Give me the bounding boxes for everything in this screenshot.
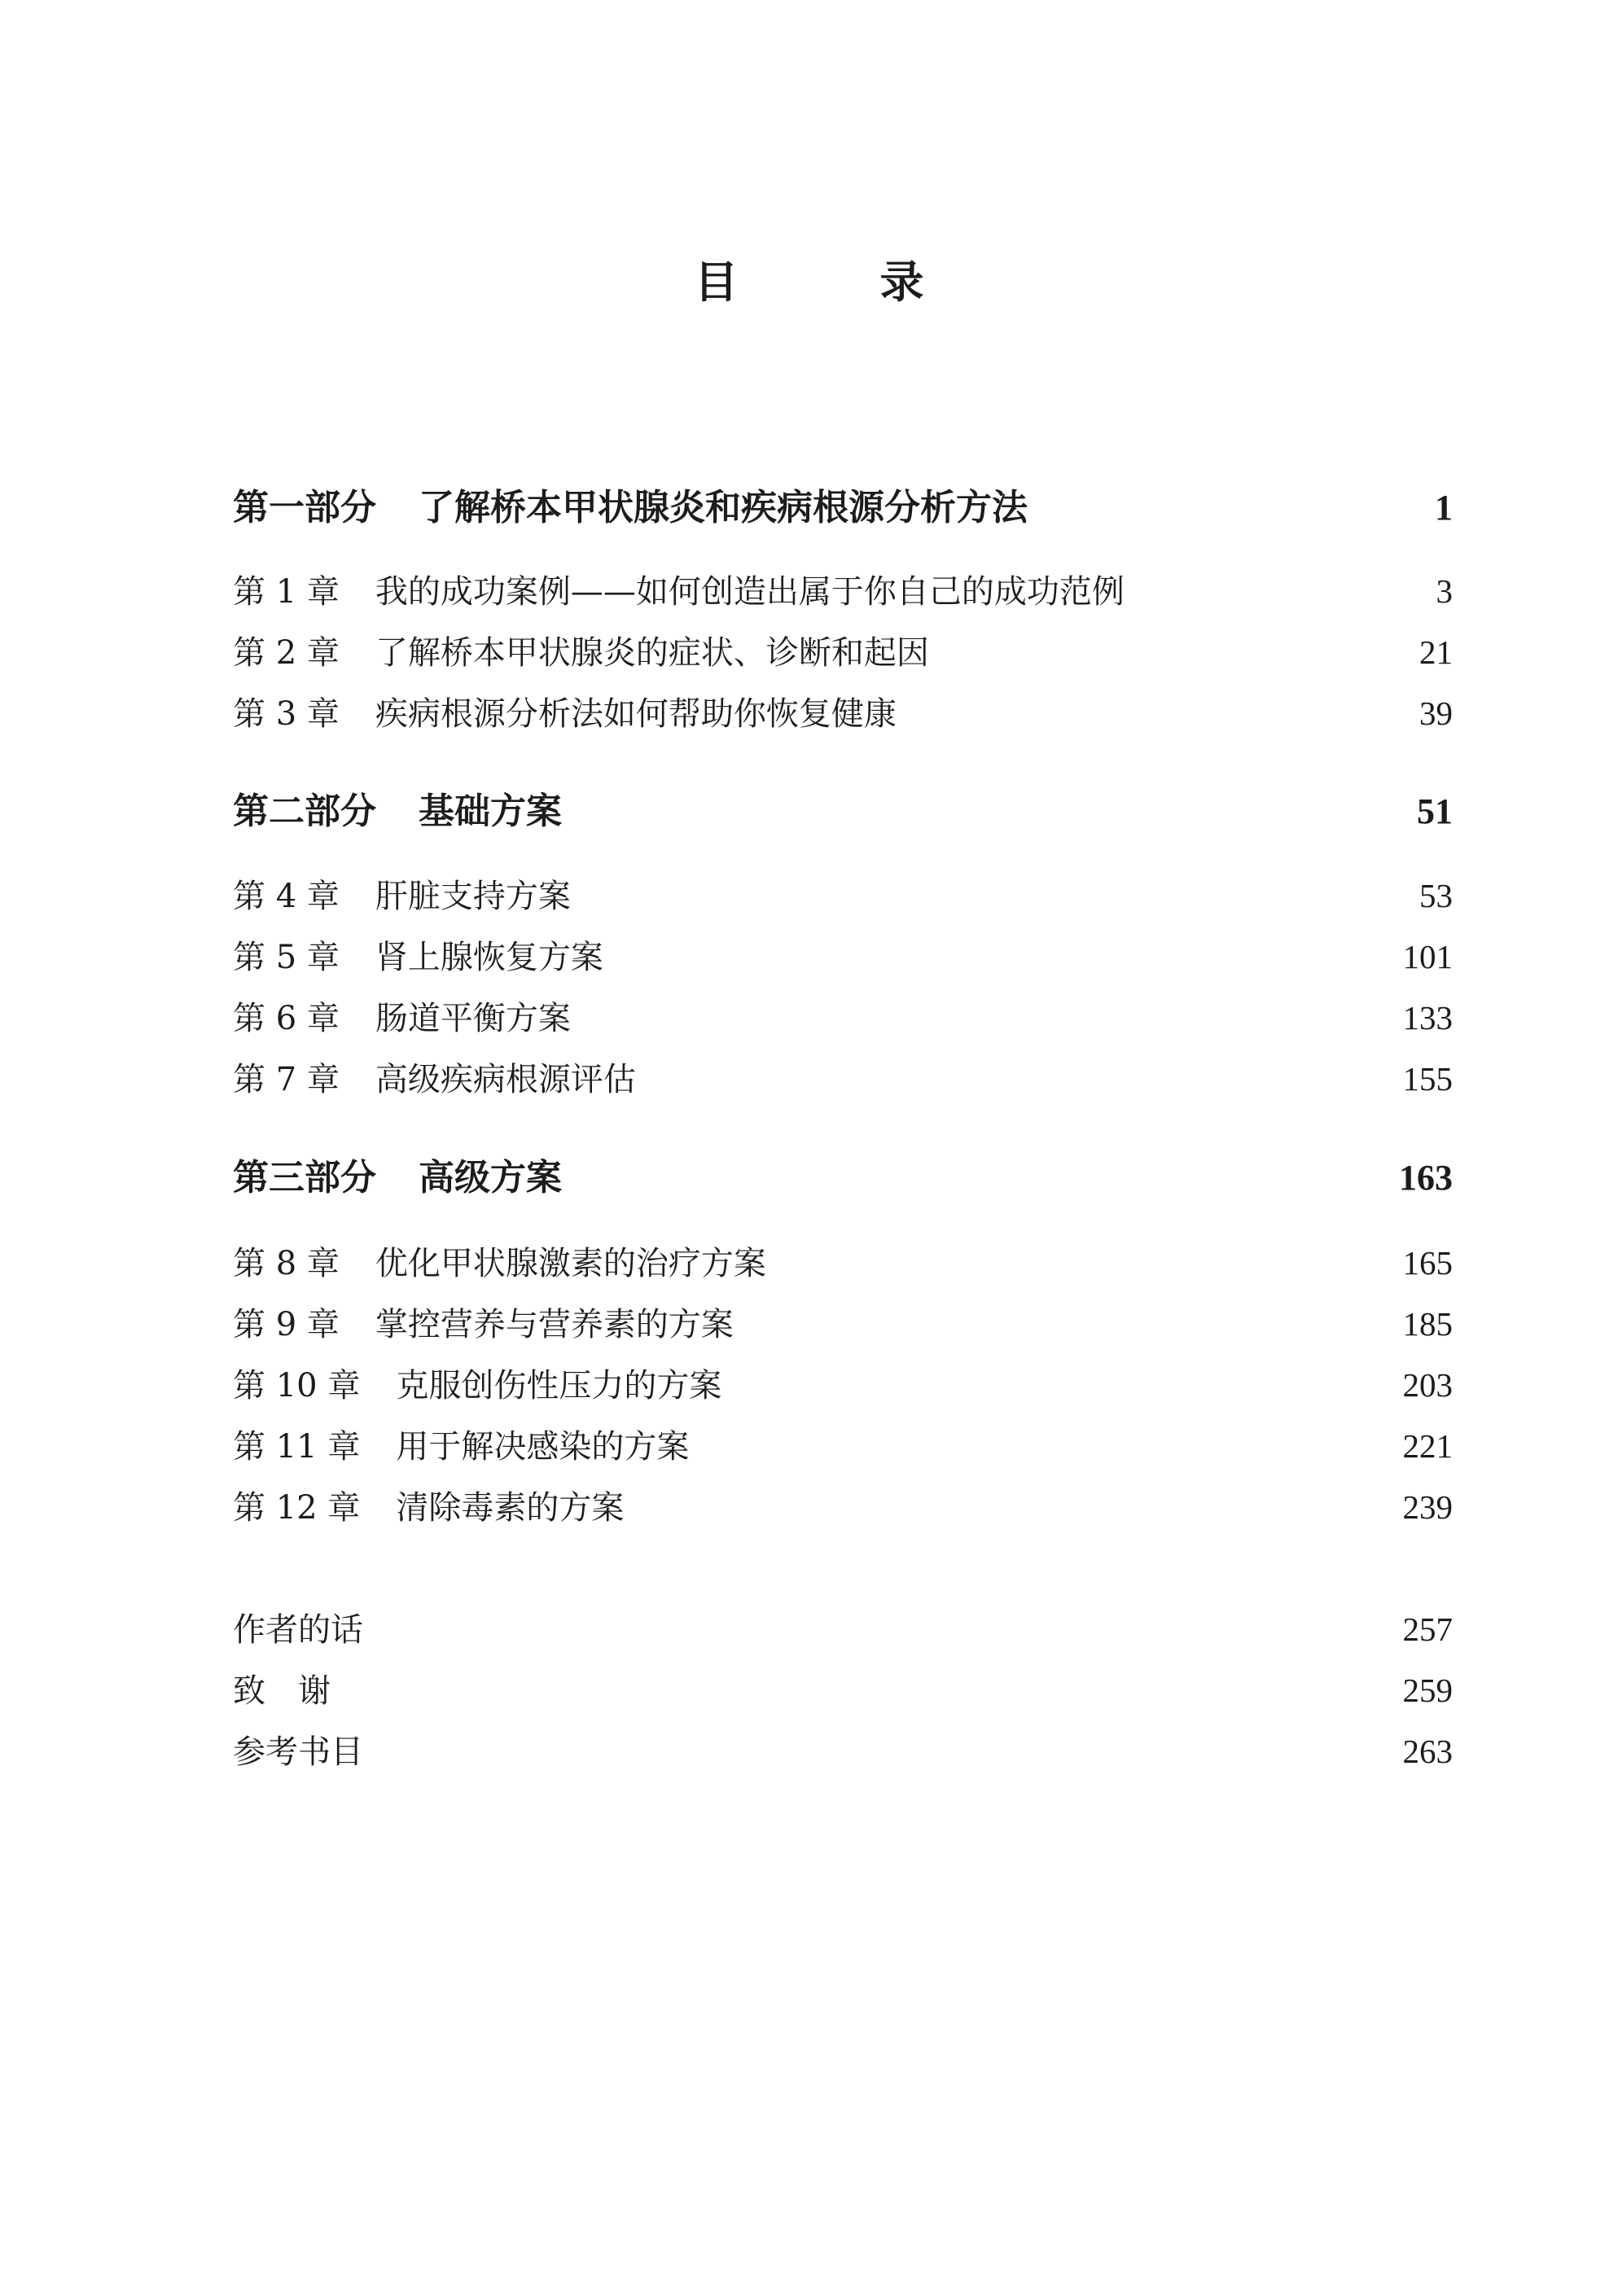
- part-title: 基础方案: [419, 791, 562, 832]
- chapter-label: 第 7 章: [233, 1061, 340, 1098]
- chapter-label: 第 10 章: [233, 1367, 361, 1404]
- chapter-page-number: 3: [1436, 572, 1453, 610]
- chapter-label: 第 12 章: [233, 1489, 361, 1527]
- toc-chapter-1[interactable]: [233, 568, 1453, 615]
- chapter-page-number: 185: [1402, 1305, 1453, 1343]
- chapter-label: 第 1 章: [233, 573, 340, 611]
- toc-chapter-6[interactable]: [233, 995, 1453, 1041]
- chapter-label: 第 3 章: [233, 695, 340, 733]
- chapter-title: 我的成功案例——如何创造出属于你自己的成功范例: [375, 573, 1125, 611]
- part-title: 高级方案: [419, 1157, 562, 1198]
- part-page-number: 163: [1399, 1158, 1453, 1198]
- chapter-title: 疾病根源分析法如何帮助你恢复健康: [375, 695, 897, 733]
- chapter-page-number: 101: [1402, 938, 1453, 975]
- chapter-title: 用于解决感染的方案: [396, 1428, 690, 1466]
- part-page-number: 51: [1417, 791, 1453, 831]
- toc-chapter-7[interactable]: [233, 1056, 1453, 1102]
- back-matter-title: 致 谢: [233, 1672, 331, 1710]
- toc-author-note[interactable]: [233, 1606, 1453, 1653]
- back-matter-page-number: 259: [1402, 1672, 1453, 1709]
- chapter-title: 清除毒素的方案: [396, 1489, 625, 1527]
- back-matter-title: 参考书目: [233, 1733, 363, 1771]
- toc-acknowledgements[interactable]: [233, 1667, 1453, 1714]
- part-label: 第三部分: [233, 1157, 376, 1198]
- chapter-page-number: 21: [1419, 633, 1453, 671]
- part-page-number: 1: [1435, 488, 1453, 528]
- toc-chapter-10[interactable]: [233, 1362, 1453, 1409]
- chapter-title: 高级疾病根源评估: [375, 1061, 636, 1098]
- chapter-label: 第 5 章: [233, 939, 340, 976]
- toc-chapter-5[interactable]: [233, 934, 1453, 980]
- chapter-page-number: 165: [1402, 1244, 1453, 1282]
- back-matter-page-number: 263: [1402, 1733, 1453, 1770]
- chapter-page-number: 221: [1402, 1427, 1453, 1465]
- back-matter-page-number: 257: [1402, 1610, 1453, 1648]
- chapter-title: 肝脏支持方案: [375, 878, 571, 915]
- toc-part-1[interactable]: [233, 484, 1453, 532]
- chapter-page-number: 239: [1402, 1488, 1453, 1526]
- chapter-page-number: 203: [1402, 1366, 1453, 1404]
- toc-chapter-3[interactable]: [233, 690, 1453, 737]
- chapter-title: 肾上腺恢复方案: [375, 939, 603, 976]
- back-matter-title: 作者的话: [233, 1611, 363, 1649]
- chapter-label: 第 4 章: [233, 878, 340, 915]
- chapter-label: 第 8 章: [233, 1245, 340, 1282]
- chapter-title: 肠道平衡方案: [375, 1000, 571, 1037]
- chapter-page-number: 155: [1402, 1060, 1453, 1098]
- toc-chapter-4[interactable]: [233, 873, 1453, 919]
- chapter-title: 了解桥本甲状腺炎的症状、诊断和起因: [375, 634, 929, 672]
- chapter-page-number: 133: [1402, 999, 1453, 1036]
- chapter-label: 第 11 章: [233, 1428, 361, 1466]
- toc-chapter-2[interactable]: [233, 629, 1453, 676]
- chapter-title: 掌控营养与营养素的方案: [375, 1306, 734, 1343]
- toc-chapter-9[interactable]: [233, 1301, 1453, 1347]
- chapter-label: 第 6 章: [233, 1000, 340, 1037]
- toc-part-3[interactable]: [233, 1154, 1453, 1203]
- chapter-label: 第 2 章: [233, 634, 340, 672]
- toc-part-2[interactable]: [233, 787, 1453, 836]
- chapter-label: 第 9 章: [233, 1306, 340, 1343]
- toc-bibliography[interactable]: [233, 1729, 1453, 1775]
- page-title: 目 录: [694, 256, 973, 308]
- toc-chapter-12[interactable]: [233, 1484, 1453, 1531]
- part-title: 了解桥本甲状腺炎和疾病根源分析方法: [419, 487, 1028, 528]
- toc-chapter-11[interactable]: [233, 1423, 1453, 1470]
- chapter-title: 优化甲状腺激素的治疗方案: [375, 1245, 766, 1282]
- chapter-page-number: 53: [1419, 877, 1453, 914]
- chapter-page-number: 39: [1419, 694, 1453, 732]
- part-label: 第二部分: [233, 791, 376, 832]
- toc-chapter-8[interactable]: [233, 1240, 1453, 1286]
- chapter-title: 克服创伤性压力的方案: [396, 1367, 722, 1404]
- part-label: 第一部分: [233, 487, 376, 528]
